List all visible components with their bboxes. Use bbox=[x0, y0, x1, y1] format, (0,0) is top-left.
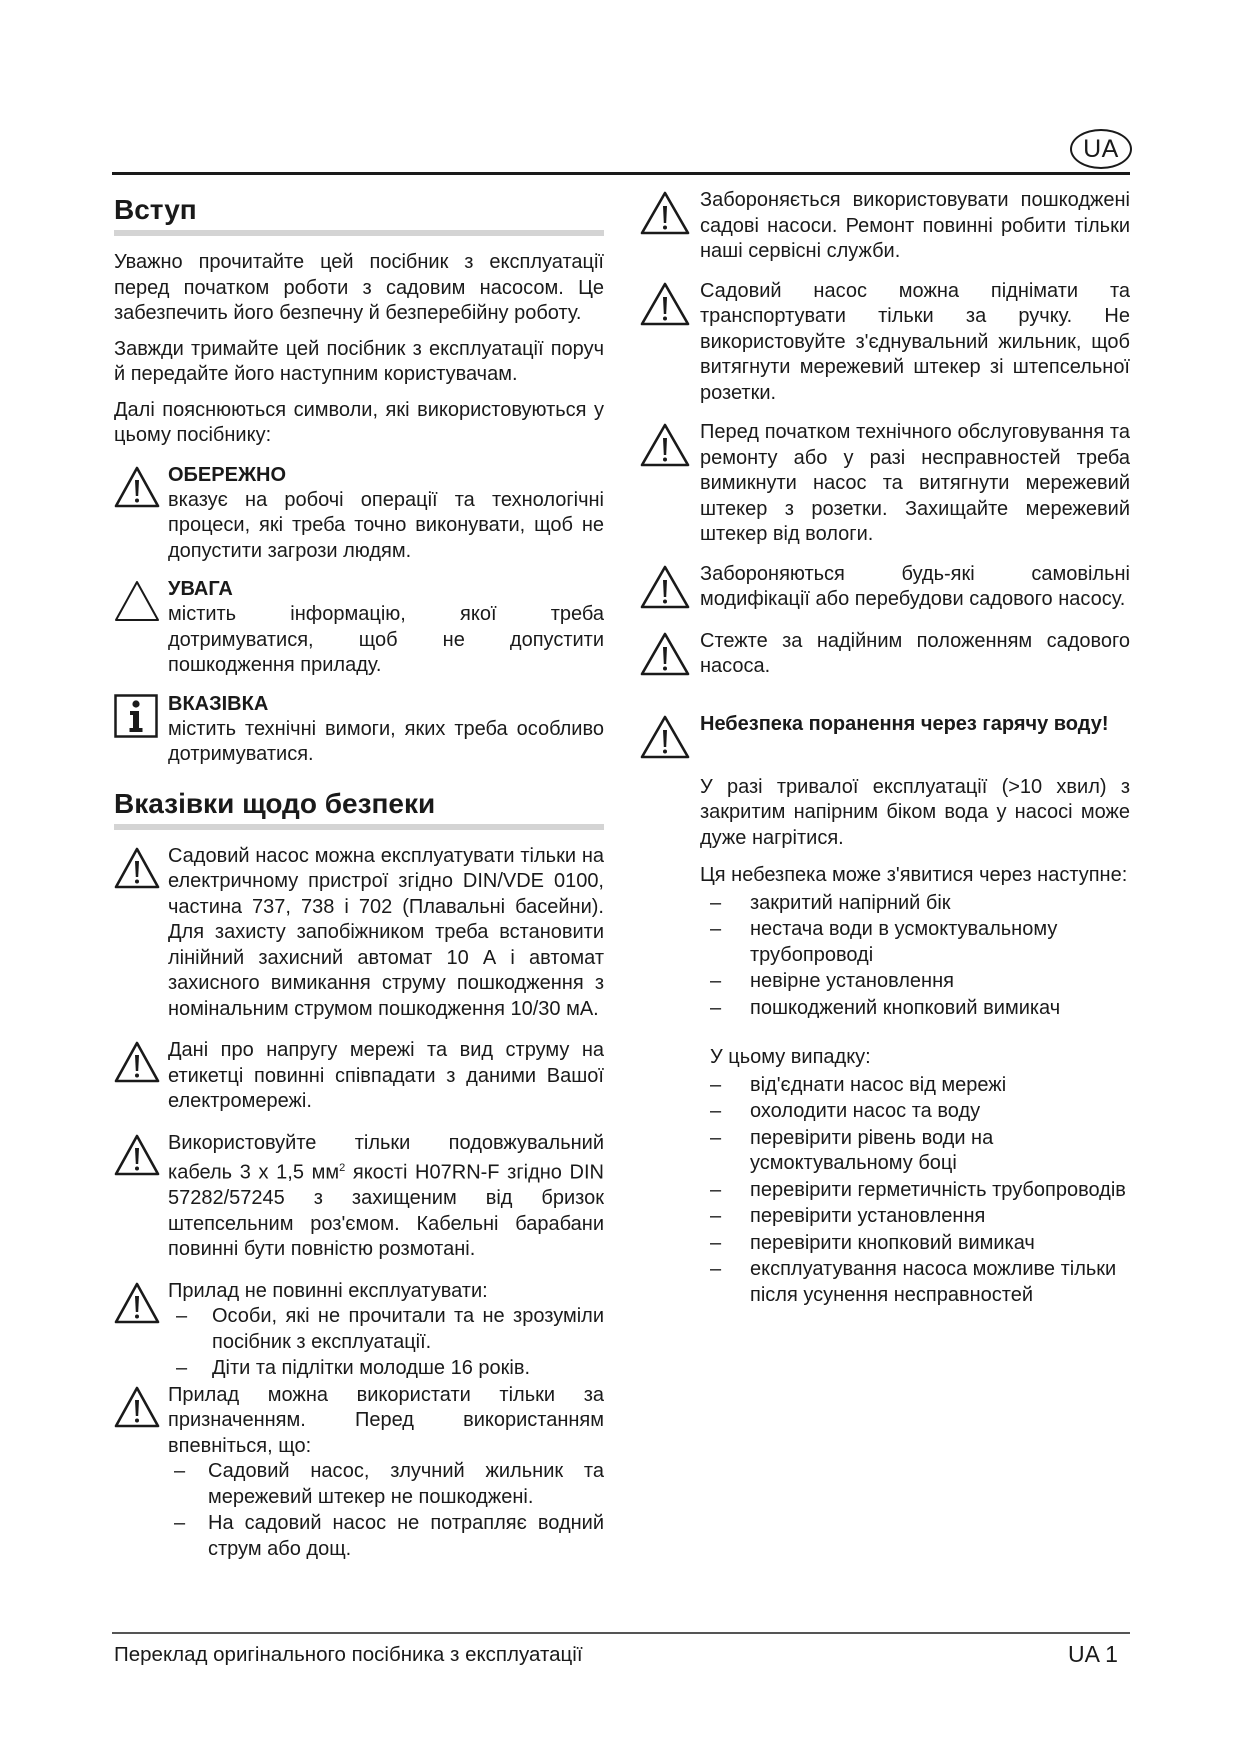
symbol-attention-text: містить інформацію, якої треба дотримуватися, щоб не допустити пошкодження приладу. bbox=[168, 603, 604, 676]
warning-triangle-icon bbox=[640, 420, 700, 473]
list-item: – перевірити рівень води на усмоктувальному боці bbox=[700, 1126, 1130, 1177]
right-warning-5-text: Стежте за надійним положенням садового насоса. bbox=[700, 629, 1130, 677]
hot-water-details bbox=[640, 775, 1130, 889]
right-warning-4 bbox=[640, 562, 1130, 615]
right-warning-3 bbox=[640, 420, 1130, 548]
safety-warning-2-text: Дані про напругу мережі та вид струму на етикетці повинні співпадати з даними Вашої електромережі. bbox=[168, 1039, 604, 1112]
pre-use-check-list bbox=[168, 1459, 604, 1562]
list-item: – нестача води в усмоктувальному трубопроводі bbox=[700, 917, 1130, 968]
warning-triangle-icon bbox=[640, 279, 700, 332]
safety-warning-4 bbox=[114, 1279, 604, 1383]
warning-triangle-icon bbox=[640, 188, 700, 241]
safety-warning-3-text bbox=[168, 1131, 604, 1263]
intro-paragraph-2: Завжди тримайте цей посібник з експлуатації поруч й передайте його наступним користувачам. bbox=[114, 337, 604, 385]
list-item: – Особи, які не прочитали та не зрозуміли посібник з експлуатації. bbox=[168, 1304, 604, 1355]
safety-warning-3 bbox=[114, 1131, 604, 1263]
right-warning-1 bbox=[640, 188, 1130, 265]
safety-heading: Вказівки щодо безпеки bbox=[114, 787, 436, 819]
hot-water-paragraph-2: Ця небезпека може з'явитися через наступне: bbox=[700, 864, 1128, 886]
warning-triangle-icon bbox=[114, 844, 168, 895]
list-item: – від'єднати насос від мережі bbox=[700, 1073, 1130, 1099]
symbol-note bbox=[114, 692, 604, 768]
extension-cable-text-a: Використовуйте тільки подовжувальний кабель 3 х 1,5 мм bbox=[168, 1131, 604, 1184]
square-superscript: 2 bbox=[339, 1162, 346, 1174]
right-warning-2-text: Садовий насос можна піднімати та транспортувати тільки за ручку. Не використовуйте з'єднувальний жильник, щоб витягнути мережевий штекер зі штепсельної розетки. bbox=[700, 279, 1130, 404]
intro-paragraph-1: Уважно прочитайте цей посібник з експлуатації перед початком роботи з садовим насосом. Це забезпечить його безпечну й безперебійну роботу. bbox=[114, 251, 604, 324]
list-item: – перевірити герметичність трубопроводів bbox=[700, 1178, 1130, 1204]
intro-heading: Вступ bbox=[114, 194, 197, 225]
list-item: – На садовий насос не потрапляє водний струм або дощ. bbox=[168, 1511, 604, 1562]
list-item: – Діти та підлітки молодше 16 років. bbox=[168, 1356, 604, 1382]
footer-rule bbox=[112, 1632, 1130, 1634]
symbol-caution-text: вказує на робочі операції та технологічні процеси, які треба точно виконувати, щоб не допустити загрози людям. bbox=[168, 488, 604, 562]
hot-water-title: Небезпека поранення через гарячу воду! bbox=[700, 712, 1109, 735]
safety-warning-2 bbox=[114, 1038, 604, 1115]
symbol-note-text: містить технічні вимоги, яких треба особливо дотримуватися. bbox=[168, 717, 604, 765]
right-warning-2 bbox=[640, 279, 1130, 407]
warning-triangle-icon bbox=[640, 712, 700, 765]
symbol-note-title: ВКАЗІВКА bbox=[168, 692, 269, 715]
attention-triangle-icon bbox=[114, 577, 168, 628]
case-intro: У цьому випадку: bbox=[710, 1046, 871, 1068]
footer-title: Переклад оригінального посібника з експлуатації bbox=[114, 1643, 583, 1666]
list-item: – Садовий насос, злучний жильник та мережевий штекер не пошкоджені. bbox=[168, 1459, 604, 1510]
list-item: – перевірити кнопковий вимикач bbox=[700, 1231, 1130, 1257]
safety-warning-1 bbox=[114, 844, 604, 1023]
intro-paragraph-3: Далі пояснюються символи, які використовуються у цьому посібнику: bbox=[114, 398, 604, 446]
safety-heading-rule bbox=[114, 824, 604, 830]
list-item: – невірне установлення bbox=[700, 969, 1130, 995]
hot-water-warning bbox=[640, 712, 1130, 765]
hazard-causes-list bbox=[640, 891, 1130, 1022]
right-warning-5 bbox=[640, 629, 1130, 682]
warning-triangle-icon bbox=[640, 562, 700, 615]
right-warning-4-text: Забороняються будь-які самовільні модифікації або перебудови садового насосу. bbox=[700, 562, 1130, 610]
safety-warning-5-intro: Прилад можна використати тільки за призначенням. Перед використанням впевніться, що: bbox=[168, 1383, 604, 1457]
left-column bbox=[114, 188, 604, 1576]
warning-triangle-icon bbox=[114, 1038, 168, 1089]
hot-water-paragraph-1: У разі тривалої експлуатації (>10 хвил) з закритим напірним біком вода у насосі може дуже нагрітися. bbox=[700, 775, 1130, 849]
corrective-actions-list bbox=[640, 1073, 1130, 1309]
restricted-users-list bbox=[168, 1304, 604, 1382]
warning-triangle-icon bbox=[114, 1383, 168, 1434]
safety-warning-1-text: Садовий насос можна експлуатувати тільки на електричному пристрої згідно DIN/VDE 0100, частина 737, 738 і 702 (Плавальні басейни). Для захисту запобіжником треба встановити лінійний захисний автомат 10 А і автомат захисного вимикання струму пошкодження з номінальним струмом пошкодження 10/30 мА. bbox=[168, 844, 604, 1020]
symbol-attention-title: УВАГА bbox=[168, 578, 233, 600]
info-icon bbox=[114, 692, 168, 743]
safety-warning-5 bbox=[114, 1383, 604, 1564]
warning-triangle-icon bbox=[114, 463, 168, 514]
symbol-caution bbox=[114, 463, 604, 565]
symbol-attention bbox=[114, 577, 604, 679]
header-rule bbox=[112, 172, 1130, 175]
right-column bbox=[640, 188, 1130, 1309]
right-warning-3-text: Перед початком технічного обслуговування та ремонту або у разі несправностей треба вимикнути насос та витягнути мережевий штекер з розетки. Захищайте мережевий штекер від вологи. bbox=[700, 421, 1130, 545]
list-item: – закритий напірний бік bbox=[700, 891, 1130, 917]
warning-triangle-icon bbox=[114, 1131, 168, 1182]
language-badge: UA bbox=[1070, 129, 1132, 169]
warning-triangle-icon bbox=[640, 629, 700, 682]
symbol-caution-title: ОБЕРЕЖНО bbox=[168, 463, 287, 486]
right-warning-1-text: Забороняється використовувати пошкоджені садові насоси. Ремонт повинні робити тільки наші сервісні служби. bbox=[700, 189, 1130, 262]
list-item: – охолодити насос та воду bbox=[700, 1099, 1130, 1125]
intro-heading-rule bbox=[114, 230, 604, 236]
safety-warning-4-intro: Прилад не повинні експлуатувати: bbox=[168, 1279, 488, 1302]
list-item: – пошкоджений кнопковий вимикач bbox=[700, 996, 1130, 1022]
list-item: – перевірити установлення bbox=[700, 1204, 1130, 1230]
extension-cable-text-b: якості H07RN-F згідно DIN 57282/57245 з захищеним від бризок штепсельним роз'ємом. Кабельні барабани повинні бути повністю розмотані. bbox=[168, 1161, 604, 1261]
warning-triangle-icon bbox=[114, 1279, 168, 1330]
page-number: UA 1 bbox=[1068, 1641, 1118, 1667]
list-item: – експлуатування насоса можливе тільки після усунення несправностей bbox=[700, 1257, 1130, 1308]
